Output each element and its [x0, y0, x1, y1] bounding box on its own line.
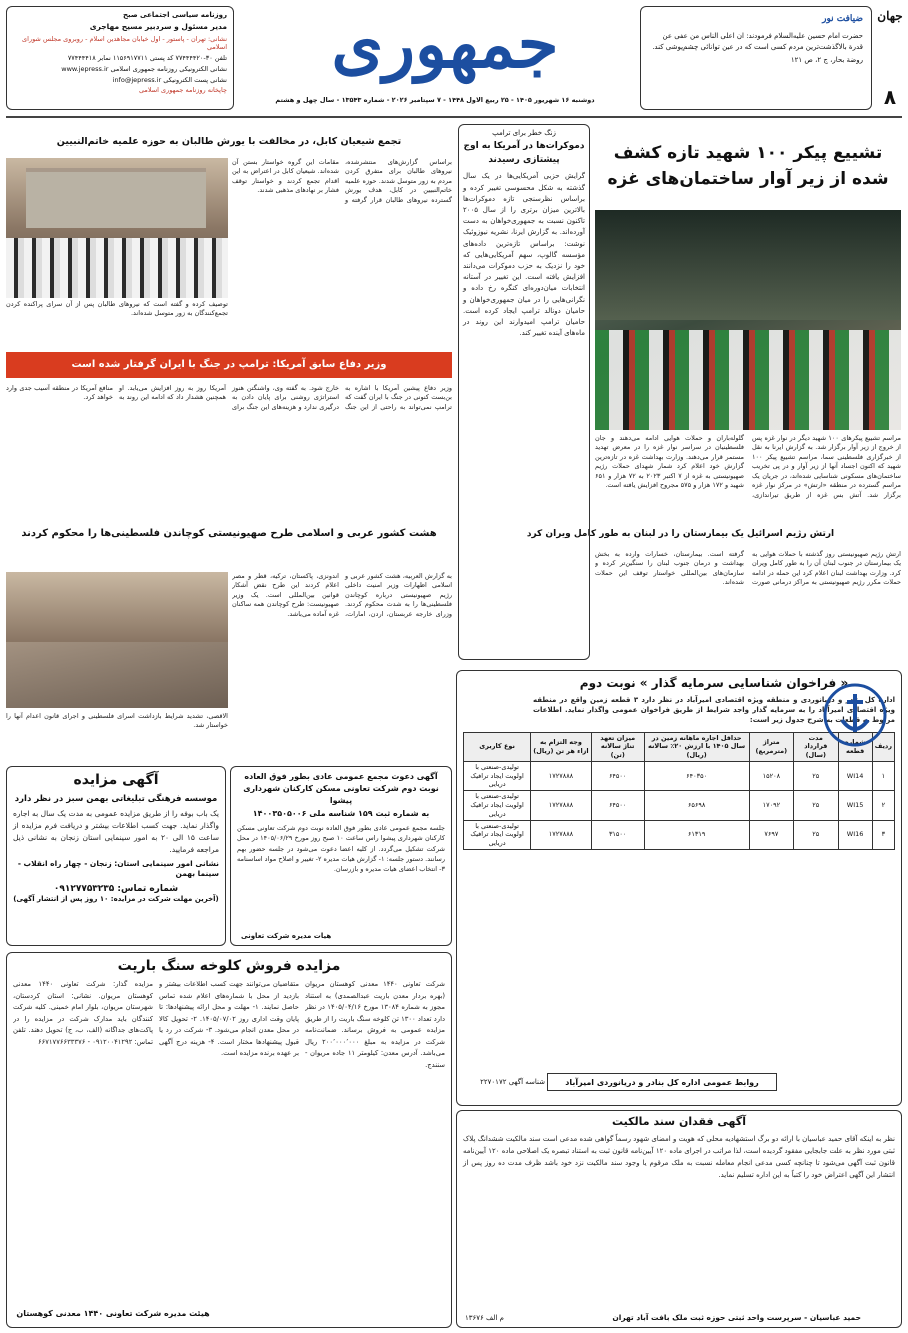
stone-ad: [6, 952, 452, 1328]
stone-headline: مزایده فروش کلوخه سنگ باریت: [117, 958, 341, 974]
col-header: مدت قرارداد (سال): [794, 732, 838, 761]
cell: تولیدی-صنعتی با اولویت ایجاد ترافیک دریایی: [464, 791, 531, 820]
cell: ۱۷۲۷۸۸۸: [531, 820, 592, 849]
cell: ۲۵: [794, 761, 838, 790]
meeting-footer: هیات مدیره شرکت تعاونی: [241, 931, 332, 940]
info-line: روزنامه سیاسی اجتماعی صبح: [122, 11, 227, 19]
page-number: ۸: [883, 85, 897, 109]
invest-headline: « فراخوان شناسایی سرمایه گذار » نوبت دوم: [579, 676, 849, 690]
quote-box: [640, 6, 872, 110]
trump-headline: وزیر دفاع سابق آمریکا: ترامپ در جنگ با ایران گرفتار شده است: [6, 352, 452, 378]
auction-lead: موسسه فرهنگی تبلیغاتی بهمن سبز در نظر دارد: [14, 793, 218, 804]
eight-photo: [6, 572, 228, 708]
cell: ۶۴۵۰۰: [591, 761, 644, 790]
invest-body: اداره کل بنادر و دریانوردی و منطقه ویژه اقتصادی امیرآباد در نظر دارد ۳ قطعه زمین واقع در منطقه ویژه اقتصادی امیرآباد را به سرمایه گذار واجد شرایط از طریق فراخوان عمومی واگذار نماید. اطلاعات مربوط به قطعات به شرح جدول زیر است:: [533, 696, 895, 725]
invest-footer: روابط عمومی اداره کل بنادر و دریانوردی امیرآباد: [547, 1073, 777, 1091]
auction-deadline: (آخرین مهلت شرکت در مزایده: ۱۰ روز پس از انتشار آگهی): [13, 894, 219, 903]
info-line: نشانی: تهران - پاستور - اول خیابان مجاهدین اسلام - روبروی مجلس شورای اسلامی: [22, 34, 227, 52]
lebanon-headline: ارتش رژیم اسرائیل یک بیمارستان را در لبنان به طور کامل ویران کرد: [526, 529, 835, 539]
loss-code: م الف ۱۳۶۷۶: [465, 1313, 504, 1322]
shia-photo: [6, 158, 228, 298]
info-line: نشانی پست الکترونیکی info@jepress.ir: [112, 75, 227, 84]
col-header: وجه التزام به ازاء هر تن (ریال): [531, 732, 592, 761]
quote-title: ضیافت نور: [822, 14, 863, 24]
cell: ۶۱۳۱۹: [644, 820, 749, 849]
building: [26, 168, 206, 228]
anchor-icon: [820, 680, 890, 750]
info-line: مدیر مسئول و سردبیر مسیح مهاجری: [89, 22, 227, 32]
info-line: تلفن ۳۰-۷۷۴۴۴۴۲۰ کد پستی ۱۱۵۶۹۱۷۷۱۱ نمابر ۷۷۴۴۴۴۱۸: [67, 54, 227, 63]
stone-col2: متقاضیان می‌توانند جهت کسب اطلاعات بیشتر و بازدید از محل با شماره‌های اعلام شده تماس حاصل نمایند. ۱- مهلت و محل ارائه پیشنهادها: تا پایان وقت اداری روز ۱۴۰۵/۰۷/۰۲. ۲- تحویل کالا در محل معدن انجام می‌شود. ۳- شرکت در رد یا قبول پیشنهادها مختار است. ۴- هزینه درج آگهی بر عهده برنده مزایده است.: [159, 980, 299, 1058]
shia-body: براساس گزارش‌های منتشرشده، نیروهای طالبان برای متفرق کردن مردم به زور متوسل شدند. حوزه علمیه خاتم‌النبیین در کابل، هدف یورش گسترده نیروهای طالبان قرار گرفته و مقامات این گروه خواستار بستن آن شده‌اند. شیعیان کابل در اعتراض به این اقدام تجمع کردند و خواستار توقف فشار بر نهادهای مذهبی شدند.: [232, 158, 452, 204]
cell: ۷۶۹۷: [749, 820, 793, 849]
lebanon-body: ارتش رژیم صهیونیستی روز گذشته با حملات هوایی به یک بیمارستان در جنوب لبنان آن را به طور کامل ویران کرد. وزارت بهداشت لبنان اعلام کرد این حمله در ادامه حملات مکرر رژیم صهیونیستی به مراکز درمانی صورت گرفته است. بیمارستان، خسارات وارده به بخش بهداشت و درمان جنوب لبنان را سنگین‌تر کرده و سازمان‌های بین‌المللی خواستار توقف این حملات شده‌اند.: [595, 550, 901, 587]
cell: ۲: [872, 791, 894, 820]
info-line: چاپخانه روزنامه جمهوری اسلامی: [138, 86, 227, 95]
loss-ad: [456, 1110, 902, 1328]
side-kicker: زنگ خطر برای ترامپ: [492, 129, 556, 137]
page-label: جهان: [877, 9, 903, 23]
stone-col3: مزایده گذار: شرکت تعاونی ۱۴۴۰ معدنی کوهستان مریوان. نشانی: استان کردستان، شهرستان مریوان، بلوار امام خمینی. کلیه شرکت کنندگان باید مدارک شرکت در مزایده را در پاکت‌های جداگانه (الف، ب، ج) تحویل دهند. تلفن تماس: ۰۹۱۲۰۰۴۱۲۹۲ - ۶۶۷۱۷۷۶۶۳۳۳۷۶: [13, 980, 153, 1046]
auction-headline: آگهی مزایده: [73, 772, 159, 788]
col-header: نوع کاربری: [464, 732, 531, 761]
stone-footer: هیئت مدیره شرکت تعاونی ۱۴۴۰ معدنی کوهستان: [16, 1309, 210, 1318]
col-header: متراژ (مترمربع): [749, 732, 793, 761]
info-box: [6, 6, 234, 110]
lead-headline: تشییع پیکر ۱۰۰ شهید تازه کشف شده از زیر آوار ساختمان‌های غزه: [607, 143, 889, 190]
meeting-body: جلسه مجمع عمومی عادی بطور فوق العاده نوبت دوم شرکت تعاونی مسکن کارکنان شهرداری پیشوا راس ساعت ۱۰ صبح روز مورخ ۱۴۰۵/۰۶/۲۹ در محل شرکت تشکیل می‌گردد. از کلیه اعضا دعوت می‌شود در جلسه حضور بهم رسانند. دستور جلسه: ۱- گزارش هیات مدیره ۲- تغییر و اصلاح مواد اساسنامه ۳- انتخاب اعضای هیات مدیره و بازرسان.: [237, 823, 445, 874]
cell: ۱۷۲۷۸۸۸: [531, 761, 592, 790]
side-box: [458, 124, 590, 660]
shia-headline: تجمع شیعیان کابل، در مخالفت با یورش طالبان به حوزه علمیه خاتم‌النبیین: [56, 136, 402, 147]
info-line: نشانی الکترونیکی روزنامه جمهوری اسلامی www.jepress.ir: [61, 64, 227, 73]
cell: ۶۵۶۹۸: [644, 791, 749, 820]
quote-source: روضة بحار، ج ۲، ص ۱۲۱: [790, 55, 863, 64]
table-row: [464, 820, 895, 849]
rubble: [6, 642, 228, 708]
col-header: شماره قطعه: [838, 732, 872, 761]
side-headline: دموکرات‌ها در آمریکا به اوج پیشتازی رسیدند: [463, 141, 585, 165]
side-body: گرایش حزبی آمریکایی‌ها در یک سال گذشته به شکل محسوسی تغییر کرده و براساس نظرسنجی تازه دموکرات‌ها بالاترین میزان برتری را از سال ۲۰۰۵ تاکنون نسبت به جمهوری‌خواهان به دست آورده‌اند. به گزارش ایرنا، نشریه نیوزوئیک نوشت: براساس تازه‌ترین داده‌های مؤسسه گالوپ، سهم آمریکایی‌هایی که خود را نزدیک به حزب دموکرات می‌دانند افزایش یافته است. این تغییر در آستانه انتخابات میان‌دوره‌ای کنگره رخ داده و نگرانی‌هایی را در میان جمهوری‌خواهان و حامیان دونالد ترامپ ایجاد کرده است. حامیان ترامپ امیدوارند این روند در ماه‌های آینده تغییر کند.: [463, 172, 585, 338]
cell: تولیدی-صنعتی با اولویت ایجاد ترافیک دریایی: [464, 761, 531, 790]
table-row: [464, 761, 895, 790]
col-header: حداقل اجاره ماهانه زمین در سال ۱۴۰۵ با ارزش ۲۰٪ سالانه (ریال): [644, 732, 749, 761]
trump-body: وزیر دفاع پیشین آمریکا با اشاره به بن‌بست کنونی در جنگ با ایران گفت که ترامپ نمی‌تواند به راحتی از این جنگ خارج شود. به گفته وی، واشنگتن هنوز استراتژی روشنی برای پایان دادن به درگیری ندارد و هزینه‌های این جنگ برای آمریکا روز به روز افزایش می‌یابد. او همچنین هشدار داد که ادامه این روند به منافع آمریکا در منطقه آسیب جدی وارد خواهد کرد.: [6, 384, 452, 411]
quote-text: حضرت امام حسین علیه‌السلام فرمودند: ان اعلی الناس من عفی عن قدرة بالاگذشت‌ترین مردم کسی است که در عین توانائی چشم‌پوشی کند.: [652, 32, 863, 52]
port-logo: [820, 680, 890, 750]
cell: ۳۱۵۰۰: [591, 820, 644, 849]
col-header: ردیف: [872, 732, 894, 761]
eight-caption: الاقصی، تشدید شرایط بازداشت اسرای فلسطینی و اجرای قانون اعدام آنها را خواستار شد.: [6, 712, 228, 730]
shia-caption: توصیف کرده و گفته است که نیروهای طالبان پس از آن سرای پراکنده کردن تجمع‌کنندگان به زور متوسل شده‌اند.: [6, 300, 228, 318]
loss-body: نظر به اینکه آقای حمید عباسیان با ارائه دو برگ استشهادیه محلی که هویت و امضای شهود رسماً گواهی شده مدعی است سند مالکیت ششدانگ پلاک ثبتی مورد نظر به علت جابجایی مفقود گردیده است، لذا مراتب در اجرای ماده ۱۲۰ آیین‌نامه قانون ثبت به استناد تبصره یک اصلاحی ماده ۱۲۰ آیین‌نامه قانون ثبت آگهی می‌شود تا چنانچه کسی مدعی انجام معامله نسبت به ملک مرقوم یا وجود سند مالکیت نزد خود باشد ظرف مدت ده روز پس از انتشار این آگهی اعتراض خود را کتباً به این اداره تسلیم نماید.: [463, 1134, 895, 1179]
stone-col1: شرکت تعاونی ۱۴۴۰ معدنی کوهستان مریوان (بهره بردار معدن باریت عبدالصمدی) به استناد مجوز به شماره ۱۳۰۸۴ مورخ ۱۴۰۵/۰۴/۱۶ در نظر دارد تعداد ۱۳۰۰ تن کلوخه سنگ باریت را از طریق مزایده عمومی به فروش برساند. ضمانت‌نامه شرکت در مزایده به مبلغ ۲۰۰٬۰۰۰٬۰۰۰ ریال می‌باشد. آدرس معدن: کیلومتر ۱۱ جاده مریوان - سنندج.: [305, 980, 445, 1069]
crowd: [6, 238, 228, 298]
cell: ۲۵: [794, 820, 838, 849]
date-line: دوشنبه ۱۶ شهریور ۱۴۰۵ - ۲۵ ربیع الاول ۱۴۴۸ - ۷ سپتامبر ۲۰۲۶ - شماره ۱۳۵۴۳ - سال چهل و هشتم: [275, 96, 595, 104]
masthead-rule: [6, 116, 902, 118]
crowd: [595, 210, 901, 320]
meeting-ad: [230, 766, 452, 946]
cell: ۱۷۲۷۸۸۸: [531, 791, 592, 820]
cell: ۱۵۲۰۸: [749, 761, 793, 790]
coffin-flags: [595, 330, 901, 430]
col-header: میزان تعهد تناژ سالانه (تن): [591, 732, 644, 761]
table-row: [464, 791, 895, 820]
eight-headline: هشت کشور عربی و اسلامی طرح صهیونیستی کوچاندن فلسطینی‌ها را محکوم کردند: [21, 528, 437, 539]
loss-headline: آگهی فقدان سند مالکیت: [612, 1115, 746, 1128]
lead-body: مراسم تشییع پیکرهای ۱۰۰ شهید دیگر در نوار غزه پس از خروج از زیر آوار برگزار شد. به گزارش ایرنا به نقل از خبرگزاری فلسطینی سما، مراسم تشییع پیکر ۱۰۰ شهید که اکنون اجساد آنها از زیر آوار و در پی تخریب ساختمان‌های مسکونی شناسایی شده‌اند، در جریان یک مراسم گسترده در منطقه «ارتش» در مرکز نوار غزه برگزار شد. آتش بس غزه از طریق تیراندازی، گلوله‌باران و حملات هوایی ادامه می‌دهند و جان فلسطینیان در سراسر نوار غزه را در معرض تهدید مستمر قرار می‌دهند. وزارت بهداشت غزه در تازه‌ترین گزارش خود اعلام کرد شمار شهدای حملات رژیم صهیونیستی به غزه از ۷ اکتبر ۲۰۲۳ به ۷۲ هزار و ۶۵۱ شهید و ۱۷۲ هزار و ۵۷۵ مجروح افزایش یافته است.: [595, 434, 901, 499]
lead-photo: [595, 210, 901, 430]
auction-ad: [6, 766, 226, 946]
auction-address: نشانی امور سینمایی استان: زنجان - چهار راه انقلاب - سینما بهمن: [17, 859, 219, 879]
cell: WI15: [838, 791, 872, 820]
cell: ۲۵: [794, 791, 838, 820]
loss-signature: حمید عباسیان - سرپرست واحد ثبتی حوزه ثبت ملک بافت آباد تهران: [612, 1312, 861, 1322]
cell: ۶۴۰۳۵۰: [644, 761, 749, 790]
cell: ۶۴۵۰۰: [591, 791, 644, 820]
meeting-reg: به شماره ثبت ۱۵۹ شناسه ملی ۱۴۰۰۳۵۰۵۰۰۶: [252, 809, 430, 818]
invest-code: شناسه آگهی ۲۲۷۰۱۷۲: [480, 1078, 545, 1086]
cell: تولیدی-صنعتی با اولویت ایجاد ترافیک دریایی: [464, 820, 531, 849]
auction-body: یک باب بوفه را از طریق مزایده عمومی به مدت یک سال به اجاره واگذار نماید. جهت کسب اطلاعات بیشتر و دریافت فرم مزایده از ساعت ۱۵ الی ۲۰ به امور سینمایی استان زنجان به نشانی ذیل مراجعه فرمایید.: [13, 809, 219, 855]
cell: ۳: [872, 820, 894, 849]
auction-phone: شماره تماس: ۰۹۱۲۷۷۵۳۲۳۵: [53, 883, 179, 894]
cell: ۱۷۰۹۲: [749, 791, 793, 820]
meeting-headline: آگهی دعوت مجمع عمومی عادی بطور فوق العاده نوبت دوم شرکت تعاونی مسکن کارکنان شهرداری پیشوا: [243, 772, 439, 805]
cell: ۱: [872, 761, 894, 790]
cell: WI16: [838, 820, 872, 849]
eight-body: به گزارش العربیه، هشت کشور عربی و اسلامی اظهارات وزیر امنیت داخلی رژیم صهیونیستی درباره کوچاندن فلسطینی‌ها را به شدت محکوم کردند. وزرای خارجه عربستان، اردن، امارات، اندونزی، پاکستان، ترکیه، قطر و مصر اعلام کردند این طرح نقض آشکار قوانین بین‌المللی است. یک وزیر صهیونیست: طرح کوچاندن همه ساکنان غزه آماده می‌باشد.: [232, 572, 452, 618]
cell: WI14: [838, 761, 872, 790]
newspaper-logo: جمهوری: [331, 5, 559, 83]
